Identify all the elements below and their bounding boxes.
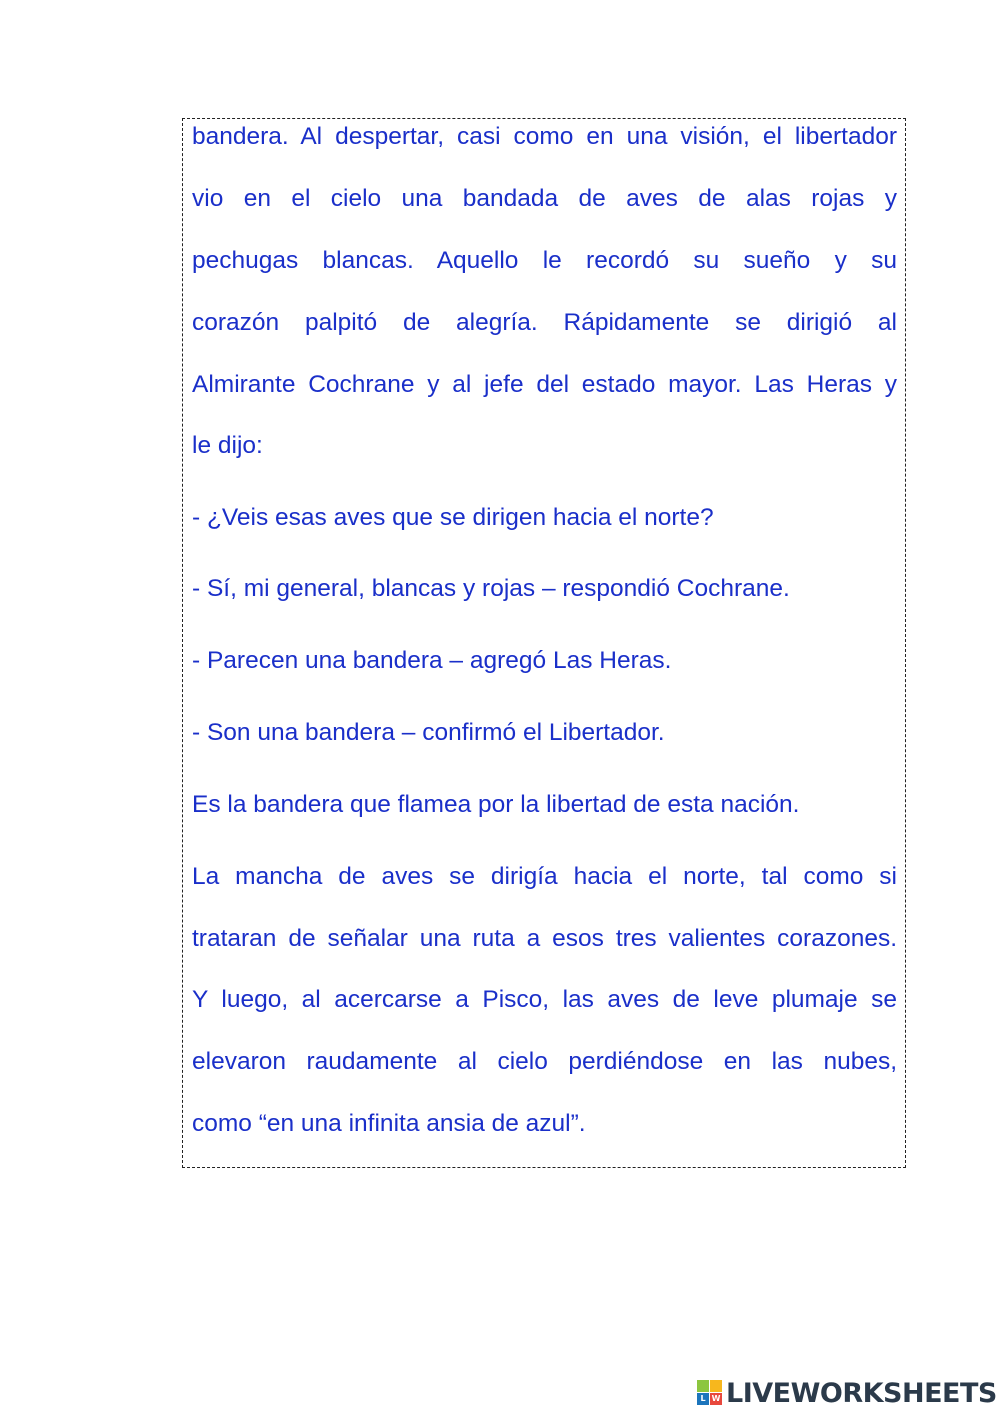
text-line: le dijo:: [192, 432, 263, 459]
liveworksheets-logo: [697, 1378, 997, 1408]
text-line: Almirante Cochrane y al jefe del estado mayor. Las Heras y: [192, 371, 897, 398]
text-line: bandera. Al despertar, casi como en una visión, el libertador: [192, 123, 897, 150]
dialogue-line: - Sí, mi general, blancas y rojas – respondió Cochrane.: [192, 575, 790, 602]
dialogue-line: - ¿Veis esas aves que se dirigen hacia el norte?: [192, 504, 714, 531]
text-line: La mancha de aves se dirigía hacia el norte, tal como si: [192, 863, 897, 890]
text-line: Y luego, al acercarse a Pisco, las aves de leve plumaje se: [192, 986, 897, 1013]
logo-letter-w: W: [711, 1394, 721, 1403]
text-line: vio en el cielo una bandada de aves de alas rojas y: [192, 185, 897, 212]
liveworksheets-logo-icon: [697, 1380, 723, 1406]
logo-letter-l: L: [697, 1393, 709, 1405]
text-line: como “en una infinita ansia de azul”.: [192, 1110, 586, 1137]
text-line: pechugas blancas. Aquello le recordó su sueño y su: [192, 247, 897, 274]
dialogue-line: - Parecen una bandera – agregó Las Heras.: [192, 647, 672, 674]
text-line: Es la bandera que flamea por la libertad de esta nación.: [192, 791, 800, 818]
logo-text: LIVEWORKSHEETS: [726, 1377, 997, 1409]
text-line: elevaron raudamente al cielo perdiéndose en las nubes,: [192, 1048, 897, 1075]
text-line: corazón palpitó de alegría. Rápidamente se dirigió al: [192, 309, 897, 336]
text-line: trataran de señalar una ruta a esos tres valientes corazones.: [192, 925, 897, 952]
dialogue-line: - Son una bandera – confirmó el Libertador.: [192, 719, 665, 746]
